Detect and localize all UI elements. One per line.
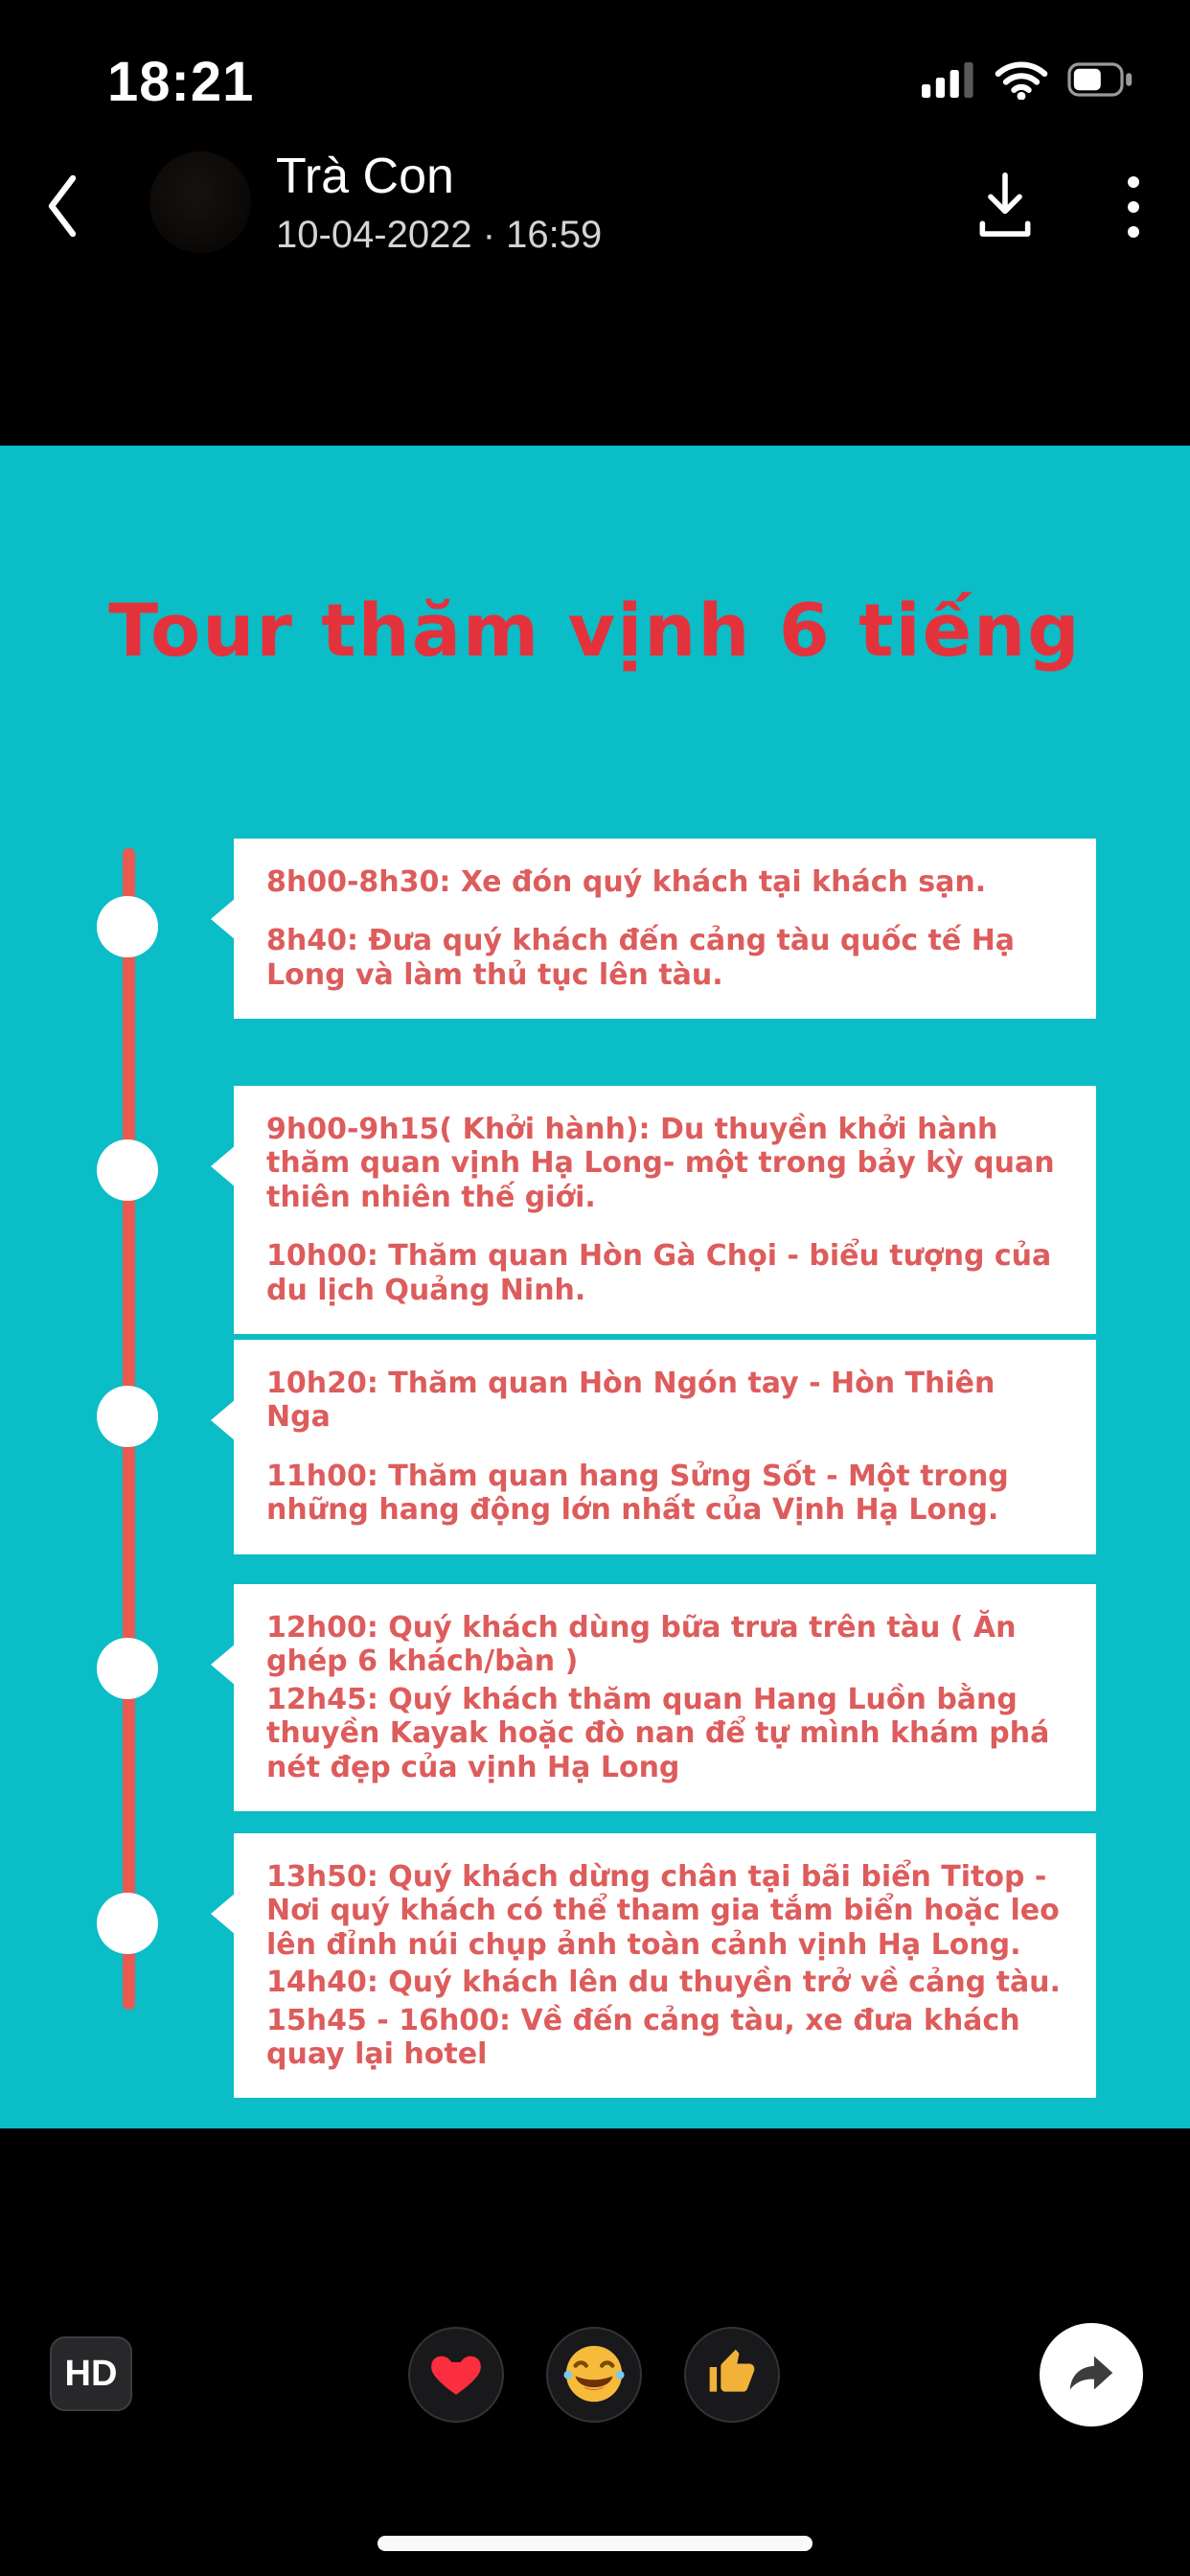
itinerary-text: 15h45 - 16h00: Về đến cảng tàu, xe đưa khách quay lại hotel (266, 2003, 1020, 2071)
download-icon (964, 236, 1046, 250)
itinerary-text: 11h00: Thăm quan hang Sửng Sốt - Một trong những hang động lớn nhất của Vịnh Hạ Long. (266, 1459, 1009, 1528)
timeline-dot (97, 896, 158, 957)
timeline-dot (97, 1386, 158, 1447)
photo-image-tour-itinerary[interactable] (0, 446, 1190, 2128)
laughing-reaction-icon (561, 2340, 628, 2410)
more-options-button[interactable] (1110, 169, 1157, 245)
sender-avatar[interactable] (149, 151, 251, 253)
home-indicator[interactable] (378, 2536, 812, 2551)
viewer-header (0, 142, 1190, 266)
itinerary-text: 10h00: Thăm quan Hòn Gà Chọi - biểu tượng của du lịch Quảng Ninh. (266, 1239, 1052, 1307)
itinerary-text: 12h45: Quý khách thăm quan Hang Luồn bằng thuyền Kayak hoặc đò nan để tự mình khám phá nét đẹp của vịnh Hạ Long (266, 1682, 1050, 1784)
itinerary-text: 9h00-9h15( Khởi hành): Du thuyền khởi hành thăm quan vịnh Hạ Long- một trong bảy kỳ quan thiên nhiên thế giới. (266, 1113, 1055, 1214)
message-timestamp: 10-04-2022 · 16:59 (276, 214, 603, 257)
itinerary-text: 14h40: Quý khách lên du thuyền trở về cảng tàu. (266, 1966, 1061, 2000)
cellular-signal-icon (922, 59, 975, 104)
status-bar (0, 40, 1190, 123)
header-text (276, 150, 602, 257)
wifi-icon (995, 59, 1048, 104)
thumbs-up-reaction-button[interactable] (684, 2327, 780, 2423)
more-vertical-icon (1110, 234, 1157, 248)
itinerary-entry-3 (234, 1340, 1096, 1554)
status-icons (922, 59, 1134, 104)
sender-name: Trà Con (276, 149, 454, 204)
heart-reaction-button[interactable] (408, 2327, 504, 2423)
hd-quality-button[interactable]: HD (50, 2336, 132, 2411)
battery-icon (1067, 62, 1134, 102)
back-button[interactable] (34, 172, 92, 240)
timeline-dot (97, 1139, 158, 1201)
poster-title: Tour thăm vịnh 6 tiếng (108, 587, 1082, 673)
itinerary-text: 8h40: Đưa quý khách đến cảng tàu quốc tế Hạ Long và làm thủ tục lên tàu. (266, 924, 1016, 992)
itinerary-text: 8h00-8h30: Xe đón quý khách tại khách sạn. (266, 865, 987, 899)
timeline-dot (97, 1638, 158, 1699)
itinerary-text: 10h20: Thăm quan Hòn Ngón tay - Hòn Thiên Nga (266, 1367, 995, 1435)
itinerary-entry-2 (234, 1086, 1096, 1334)
itinerary-entry-5 (234, 1833, 1096, 2098)
share-button[interactable] (1040, 2323, 1143, 2426)
heart-reaction-icon (428, 2346, 484, 2404)
thumbs-up-reaction-icon (705, 2347, 759, 2404)
itinerary-text: 12h00: Quý khách dùng bữa trưa trên tàu ( Ăn ghép 6 khách/bàn ) (266, 1611, 1017, 1679)
share-icon (1064, 2346, 1119, 2404)
itinerary-text: 13h50: Quý khách dừng chân tại bãi biển Titop - Nơi quý khách có thể tham gia tắm biển hoặc leo lên đỉnh núi chụp ảnh toàn cảnh vịnh Hạ Long. (266, 1860, 1060, 1962)
download-button[interactable] (964, 165, 1046, 247)
itinerary-entry-1 (234, 839, 1096, 1019)
status-time: 18:21 (107, 50, 255, 113)
back-chevron-icon (40, 228, 86, 242)
laughing-reaction-button[interactable] (546, 2327, 642, 2423)
timeline-dot (97, 1893, 158, 1954)
itinerary-entry-4 (234, 1584, 1096, 1811)
